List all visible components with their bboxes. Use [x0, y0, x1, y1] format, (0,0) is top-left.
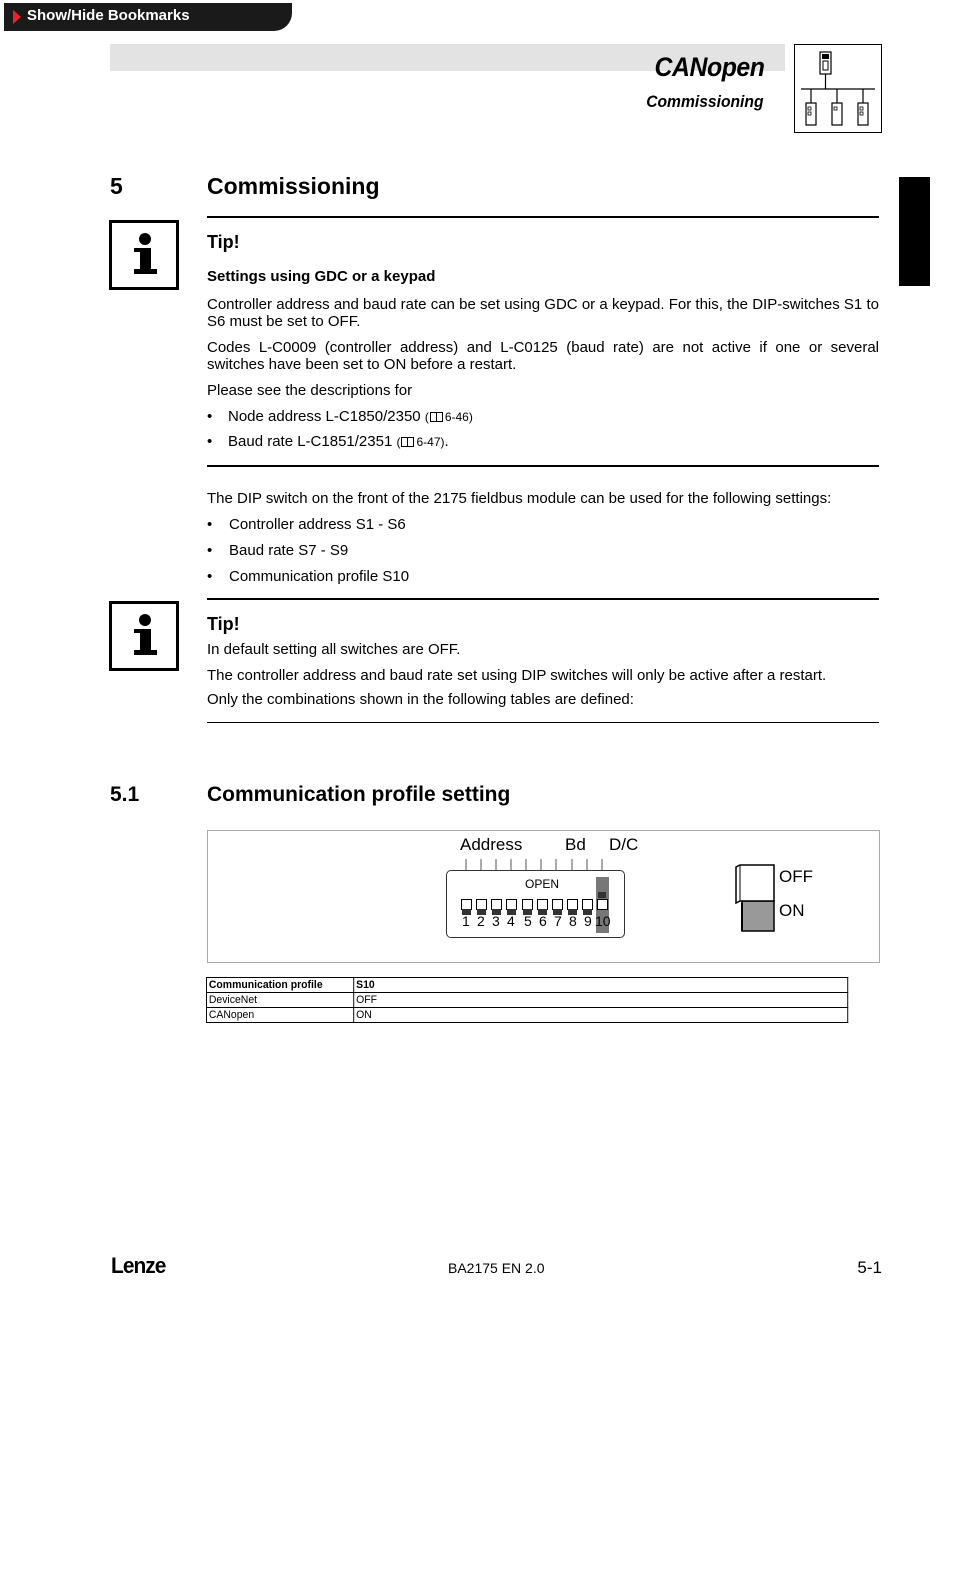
divider — [207, 598, 879, 600]
info-icon — [109, 601, 179, 671]
switch-legend-icon — [734, 863, 778, 935]
info-icon — [109, 220, 179, 290]
section-title: Commissioning — [207, 173, 380, 199]
switch-number: 7 — [554, 913, 562, 929]
dc-label: D/C — [609, 835, 639, 854]
list-item: • Baud rate L-C1851/2351 ( 6-47). — [207, 433, 449, 450]
list-item: • Communication profile S10 — [207, 568, 410, 585]
table-cell: DeviceNet — [206, 993, 353, 1008]
page-reference[interactable]: 6-47) — [416, 435, 445, 449]
tip-paragraph: Controller address and baud rate can be set using GDC or a keypad. For this, the DIP-switches S1 to S6 must be set to OFF. — [207, 296, 879, 330]
open-label: OPEN — [525, 877, 560, 891]
list-item-text: Communication profile S10 — [229, 568, 410, 585]
book-icon — [430, 412, 443, 422]
tip-line: The controller address and baud rate set using DIP switches will only be active after a restart. — [207, 667, 827, 684]
chapter-tab-marker — [899, 177, 930, 286]
switch-number: 1 — [462, 913, 470, 929]
subsection-title: Communication profile setting — [207, 783, 511, 806]
header-subtitle: Commissioning — [646, 92, 764, 111]
dip-switch-figure — [207, 830, 880, 963]
list-item-text: Baud rate L-C1851/2351 — [228, 433, 393, 450]
network-topology-icon — [794, 44, 882, 133]
divider — [207, 216, 879, 218]
table-cell: OFF — [354, 993, 848, 1008]
subsection-number: 5.1 — [110, 783, 140, 806]
document-id: BA2175 EN 2.0 — [448, 1260, 545, 1276]
list-item-text: Baud rate S7 - S9 — [229, 542, 349, 559]
switch-number: 5 — [524, 913, 532, 929]
table-cell: CANopen — [206, 1008, 353, 1023]
switch-tick-marks — [458, 857, 618, 871]
section-number: 5 — [110, 173, 123, 199]
switch-number: 4 — [507, 913, 515, 929]
list-item: • Node address L-C1850/2350 ( 6-46) — [207, 408, 473, 425]
bookmarks-label[interactable]: Show/Hide Bookmarks — [27, 7, 190, 24]
list-item-text: Node address L-C1850/2350 — [228, 408, 421, 425]
legend-on-label: ON — [779, 901, 805, 920]
tip-heading: Tip! — [207, 232, 240, 252]
dip-switch-10 — [597, 899, 608, 910]
list-item-text: Controller address S1 - S6 — [229, 516, 406, 533]
table-row — [206, 993, 847, 1008]
intro-paragraph: The DIP switch on the front of the 2175 fieldbus module can be used for the following settings: — [207, 490, 832, 507]
book-icon — [401, 437, 414, 447]
switch-number: 8 — [569, 913, 577, 929]
tip-subheading: Settings using GDC or a keypad — [207, 268, 436, 285]
page-reference[interactable]: 6-46) — [444, 410, 473, 424]
triangle-right-icon — [13, 10, 21, 24]
divider — [207, 722, 879, 723]
list-item: • Baud rate S7 - S9 — [207, 542, 349, 559]
tip-line: In default setting all switches are OFF. — [207, 641, 461, 658]
switch-number: 10 — [595, 913, 611, 929]
table-header-row — [206, 978, 847, 993]
address-label: Address — [460, 835, 523, 854]
switch-number: 6 — [539, 913, 547, 929]
tip-line: Only the combinations shown in the following tables are defined: — [207, 691, 634, 708]
switch-number: 2 — [477, 913, 485, 929]
legend-off-label: OFF — [779, 867, 813, 886]
tip-paragraph: Codes L-C0009 (controller address) and L-C0125 (baud rate) are not active if one or several switches have been set to ON before a restart. — [207, 339, 879, 373]
list-item: • Controller address S1 - S6 — [207, 516, 406, 533]
table-header-cell: S10 — [354, 978, 848, 993]
communication-profile-table — [206, 977, 848, 1023]
tip-heading: Tip! — [207, 614, 240, 634]
page-number: 5-1 — [857, 1258, 882, 1277]
tip-paragraph: Please see the descriptions for — [207, 382, 413, 399]
table-header-cell: Communication profile — [206, 978, 353, 993]
switch-number: 3 — [492, 913, 500, 929]
dip-switch-block — [446, 870, 625, 938]
table-row — [206, 1008, 847, 1023]
header-title: CANopen — [654, 52, 764, 82]
lenze-logo: Lenze — [111, 1253, 166, 1278]
baud-label: Bd — [565, 835, 586, 854]
switch-number: 9 — [584, 913, 592, 929]
table-cell: ON — [354, 1008, 848, 1023]
divider — [207, 465, 879, 467]
